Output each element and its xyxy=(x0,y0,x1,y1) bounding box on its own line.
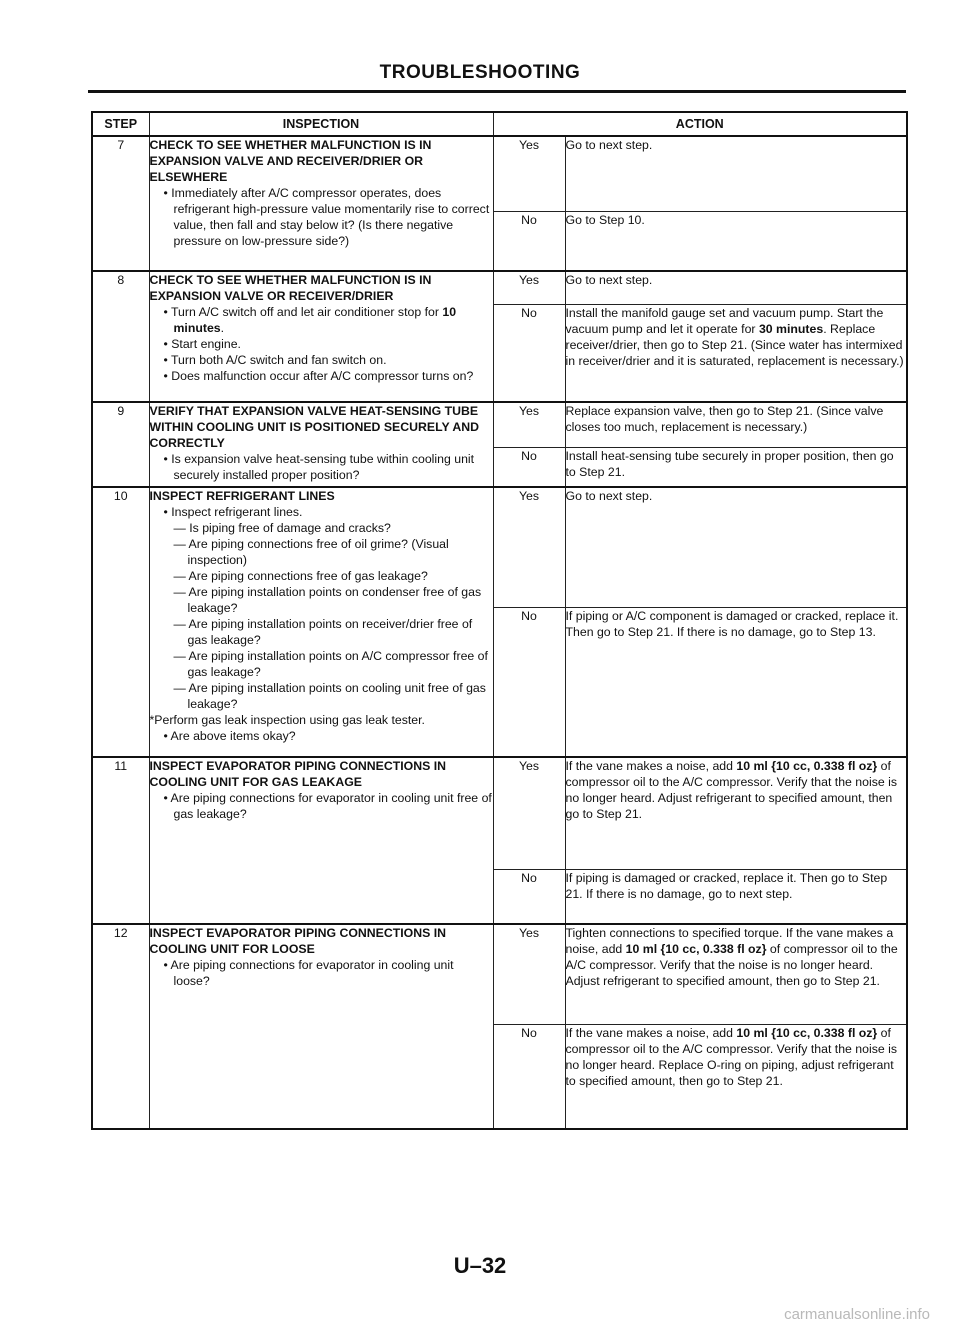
action-cell: Replace expansion valve, then go to Step 21. (Since valve closes too much, replacement is necessary.) xyxy=(565,402,907,447)
answer-cell: Yes xyxy=(493,136,565,211)
answer-cell: Yes xyxy=(493,924,565,1024)
answer-cell: No xyxy=(493,1024,565,1129)
inspection-heading: CHECK TO SEE WHETHER MALFUNCTION IS IN EXPANSION VALVE OR RECEIVER/DRIER xyxy=(149,273,432,303)
answer-cell: No xyxy=(493,869,565,924)
answer-cell: No xyxy=(493,304,565,402)
step-number: 12 xyxy=(92,924,149,1129)
inspection-line: • Are piping connections for evaporator in cooling unit loose? xyxy=(163,958,454,988)
inspection-heading: INSPECT EVAPORATOR PIPING CONNECTIONS IN COOLING UNIT FOR LOOSE xyxy=(149,926,447,956)
inspection-line: *Perform gas leak inspection using gas leak tester. xyxy=(149,713,425,727)
table-row xyxy=(92,487,907,607)
inspection-line: — Are piping installation points on A/C compressor free of gas leakage? xyxy=(173,649,488,679)
table-row xyxy=(92,271,907,304)
action-cell: Tighten connections to specified torque. If the vane makes a noise, add 10 ml {10 cc, 0.338 fl oz} of compressor oil to the A/C compressor. Verify that the noise is no longer heard. Adjust refrigerant to specified amount, then go to Step 21. xyxy=(565,924,907,1024)
answer-cell: Yes xyxy=(493,487,565,607)
step-number: 11 xyxy=(92,757,149,924)
inspection-line: — Is piping free of damage and cracks? xyxy=(173,521,391,535)
answer-cell: No xyxy=(493,211,565,271)
inspection-line: — Are piping connections free of gas leakage? xyxy=(173,569,428,583)
action-cell: Go to next step. xyxy=(565,271,907,304)
inspection-line: — Are piping connections free of oil grime? (Visual inspection) xyxy=(173,537,449,567)
inspection-heading: INSPECT REFRIGERANT LINES xyxy=(149,489,335,503)
inspection-heading: CHECK TO SEE WHETHER MALFUNCTION IS IN EXPANSION VALVE AND RECEIVER/DRIER OR ELSEWHERE xyxy=(149,138,432,184)
inspection-line: • Turn both A/C switch and fan switch on. xyxy=(163,353,387,367)
action-cell: If piping or A/C component is damaged or cracked, replace it. Then go to Step 21. If there is no damage, go to Step 13. xyxy=(565,607,907,757)
inspection-cell xyxy=(149,924,493,1129)
step-number: 8 xyxy=(92,271,149,402)
table-row xyxy=(92,402,907,447)
action-cell: If piping is damaged or cracked, replace it. Then go to Step 21. If there is no damage, go to next step. xyxy=(565,869,907,924)
inspection-line: • Immediately after A/C compressor operates, does refrigerant high-pressure value momentarily rise to correct value, then fall and stay below it? (Is there negative pressure on low-pressure side?) xyxy=(163,186,490,248)
action-cell: Go to next step. xyxy=(565,136,907,211)
inspection-line: • Are above items okay? xyxy=(163,729,296,743)
inspection-heading: VERIFY THAT EXPANSION VALVE HEAT-SENSING TUBE WITHIN COOLING UNIT IS POSITIONED SECURELY AND CORRECTLY xyxy=(149,404,480,450)
inspection-cell xyxy=(149,136,493,271)
answer-cell: Yes xyxy=(493,271,565,304)
table-row xyxy=(92,136,907,211)
inspection-line: — Are piping installation points on receiver/drier free of gas leakage? xyxy=(173,617,473,647)
answer-cell: Yes xyxy=(493,402,565,447)
table-header-row xyxy=(92,112,907,136)
inspection-line: • Is expansion valve heat-sensing tube within cooling unit securely installed proper position? xyxy=(163,452,475,482)
action-cell: Install heat-sensing tube securely in proper position, then go to Step 21. xyxy=(565,447,907,487)
answer-cell: No xyxy=(493,607,565,757)
action-cell: If the vane makes a noise, add 10 ml {10 cc, 0.338 fl oz} of compressor oil to the A/C compressor. Verify that the noise is no longer heard. Adjust refrigerant to specified amount, then go to Step 21. xyxy=(565,757,907,869)
title-rule xyxy=(88,90,906,93)
answer-cell: Yes xyxy=(493,757,565,869)
inspection-cell xyxy=(149,487,493,757)
step-number: 7 xyxy=(92,136,149,271)
table-row xyxy=(92,757,907,869)
inspection-cell xyxy=(149,757,493,924)
action-cell: If the vane makes a noise, add 10 ml {10 cc, 0.338 fl oz} of compressor oil to the A/C compressor. Verify that the noise is no longer heard. Replace O-ring on piping, adjust refrigerant to specified amount, then go to Step 21. xyxy=(565,1024,907,1129)
inspection-line: • Inspect refrigerant lines. xyxy=(163,505,303,519)
action-cell: Go to next step. xyxy=(565,487,907,607)
table-body xyxy=(92,136,907,1129)
step-number: 9 xyxy=(92,402,149,487)
inspection-line: — Are piping installation points on cooling unit free of gas leakage? xyxy=(173,681,486,711)
inspection-line: • Are piping connections for evaporator in cooling unit free of gas leakage? xyxy=(163,791,492,821)
action-cell: Install the manifold gauge set and vacuum pump. Start the vacuum pump and let it operate for 30 minutes. Replace receiver/drier, then go to Step 21. (Since water has intermixed in receiver/drier and it is saturated, replacement is necessary.) xyxy=(565,304,907,402)
column-header-inspection: INSPECTION xyxy=(149,112,493,136)
answer-cell: No xyxy=(493,447,565,487)
action-cell: Go to Step 10. xyxy=(565,211,907,271)
page-number: U–32 xyxy=(453,1253,507,1278)
inspection-cell xyxy=(149,402,493,487)
inspection-cell xyxy=(149,271,493,402)
column-header-step: STEP xyxy=(92,112,149,136)
inspection-line: • Turn A/C switch off and let air conditioner stop for 10 minutes. xyxy=(163,305,457,335)
column-header-action: ACTION xyxy=(493,112,907,136)
step-number: 10 xyxy=(92,487,149,757)
troubleshooting-table xyxy=(91,111,908,1130)
inspection-line: — Are piping installation points on condenser free of gas leakage? xyxy=(173,585,482,615)
watermark: carmanualsonline.info xyxy=(784,1306,930,1323)
table-row xyxy=(92,924,907,1024)
inspection-line: • Start engine. xyxy=(163,337,241,351)
page-title: TROUBLESHOOTING xyxy=(379,62,581,83)
inspection-line: • Does malfunction occur after A/C compressor turns on? xyxy=(163,369,474,383)
inspection-heading: INSPECT EVAPORATOR PIPING CONNECTIONS IN COOLING UNIT FOR GAS LEAKAGE xyxy=(149,759,447,789)
